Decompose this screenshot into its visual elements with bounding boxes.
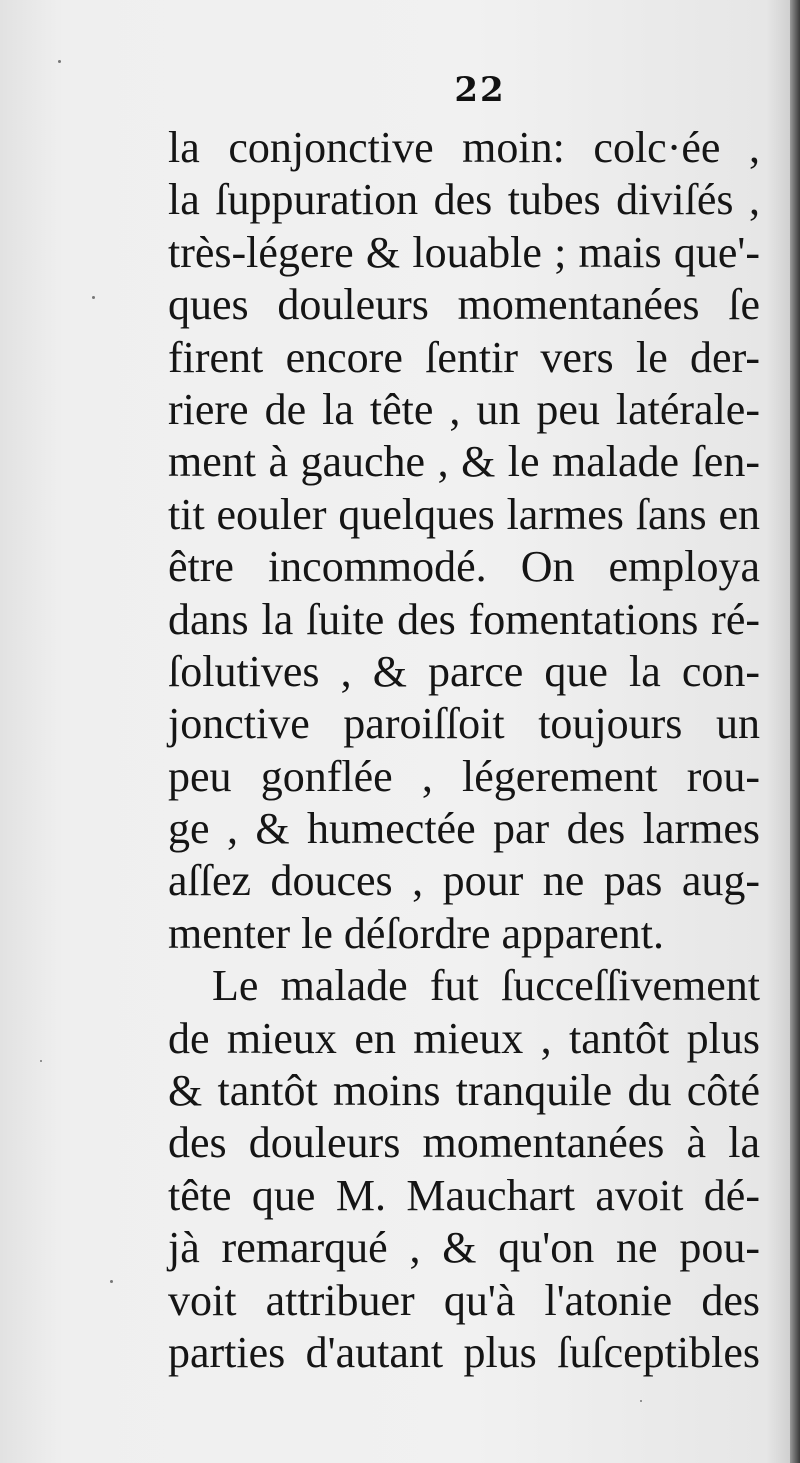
text-line: être incommodé. On employa xyxy=(168,542,760,592)
text-line: & tantôt moins tranquile du côté xyxy=(168,1066,760,1116)
text-line: peu gonflée , légerement rou- xyxy=(168,751,760,801)
text-line: jonctive paroiſſoit toujours un xyxy=(168,699,760,749)
text-line: riere de la tête , un peu latérale- xyxy=(168,384,760,434)
text-line: jà remarqué , & qu'on ne pou- xyxy=(168,1223,760,1273)
text-line: voit attribuer qu'à l'atonie des xyxy=(168,1275,760,1325)
page-number: 22 xyxy=(454,70,506,110)
text-line: de mieux en mieux , tantôt plus xyxy=(168,1013,760,1063)
text-line: ge , & humectée par des larmes xyxy=(168,804,760,854)
text-line: ſolutives , & parce que la con- xyxy=(168,646,760,696)
text-line: très-légere & louable ; mais que'- xyxy=(168,227,760,277)
text-line: tête que M. Mauchart avoit dé- xyxy=(168,1170,760,1220)
body-text xyxy=(168,122,760,1379)
text-line-paragraph-start: Le malade fut ſucceſſivement xyxy=(212,961,760,1011)
text-line: des douleurs momentanées à la xyxy=(168,1118,760,1168)
text-line: ment à gauche , & le malade ſen- xyxy=(168,437,760,487)
text-line: la conjonctive moin: colc·ée , xyxy=(168,123,760,172)
text-line: tit eouler quelques larmes ſans en xyxy=(168,489,760,539)
text-line: la ſuppuration des tubes diviſés , xyxy=(168,175,760,225)
text-line: dans la ſuite des fomentations ré- xyxy=(168,594,760,644)
text-line: firent encore ſentir vers le der- xyxy=(168,332,760,382)
text-line-paragraph-end: menter le déſordre apparent. xyxy=(168,908,664,958)
page-edge-shadow xyxy=(790,0,800,1463)
text-line: parties d'autant plus ſuſceptibles xyxy=(168,1327,760,1377)
text-line: aſſez douces , pour ne pas aug- xyxy=(168,856,760,906)
text-line: ques douleurs momentanées ſe xyxy=(168,280,760,330)
